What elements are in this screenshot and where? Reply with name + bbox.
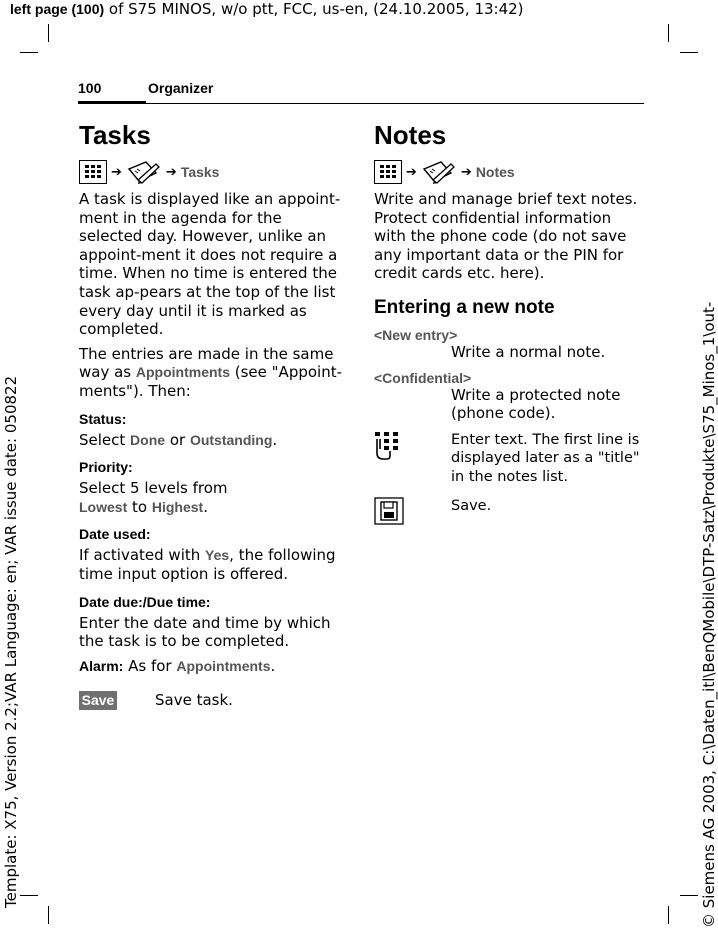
- text-fragment: Select 5 levels from: [79, 479, 228, 498]
- confidential-desc: Write a protected note (phone code).: [451, 385, 621, 423]
- new-entry-desc: Write a normal note.: [451, 342, 606, 361]
- page-header: [78, 80, 644, 106]
- text-fragment: .: [203, 497, 208, 516]
- text-fragment: , the following time input option is offered.: [79, 546, 336, 583]
- tasks-menu-path: [79, 158, 347, 186]
- left-margin-note: Template: X75, Version 2.2;VAR Language: en; VAR issue date: 050822: [2, 375, 20, 908]
- notes-section: [374, 118, 642, 535]
- text-fragment: to: [127, 497, 152, 516]
- notes-path-target: Notes: [475, 164, 515, 180]
- keypad-instruction: [374, 431, 642, 487]
- banner-rest: of S75 MINOS, w/o ptt, FCC, us-en, (24.10.2005, 13:42): [104, 0, 524, 18]
- menu-grid-icon: [374, 160, 402, 184]
- status-text: [79, 431, 347, 450]
- organizer-pen-icon: [421, 159, 457, 185]
- text-fragment: If activated with: [79, 546, 206, 565]
- tasks-path-target: Tasks: [180, 164, 220, 180]
- save-softkey: Save: [79, 691, 117, 710]
- appointments-ref: Appointments: [176, 657, 271, 674]
- text-fragment: Select: [79, 430, 131, 449]
- crop-mark: [20, 895, 38, 896]
- confidential-label: <Confidential>: [374, 369, 472, 386]
- text-fragment: .: [272, 430, 278, 449]
- save-desc: Save.: [451, 497, 492, 514]
- status-label: Status:: [79, 410, 127, 427]
- crop-mark: [680, 895, 698, 896]
- organizer-pen-icon: [126, 159, 162, 185]
- alarm-text: [79, 657, 347, 676]
- section-title: Organizer: [148, 80, 214, 96]
- crop-mark: [680, 52, 698, 53]
- crop-mark: [20, 52, 38, 53]
- tasks-section: [79, 118, 347, 710]
- arrow-right-icon: ➔: [406, 164, 417, 180]
- text-fragment: or: [165, 430, 190, 449]
- done-option: Done: [130, 431, 166, 448]
- page-number: 100: [78, 80, 102, 96]
- tasks-heading: Tasks: [79, 120, 151, 150]
- entering-note-heading: Entering a new note: [374, 296, 555, 318]
- highest-option: Highest: [151, 498, 204, 515]
- save-softkey-desc: Save task.: [155, 691, 233, 710]
- menu-grid-icon: [79, 160, 107, 184]
- priority-text: [79, 479, 347, 516]
- appointments-ref: Appointments: [135, 364, 230, 381]
- text-fragment: The entries are made in the same way as: [79, 344, 334, 382]
- alarm-label: Alarm:: [79, 657, 124, 674]
- notes-heading: Notes: [374, 120, 447, 150]
- text-fragment: As for: [123, 656, 177, 675]
- notes-menu-path: [374, 158, 642, 186]
- crop-mark: [48, 24, 49, 42]
- arrow-right-icon: ➔: [165, 164, 177, 180]
- yes-option: Yes: [205, 547, 230, 564]
- keypad-icon: [374, 431, 451, 463]
- priority-label: Priority:: [79, 459, 133, 476]
- date-used-label: Date used:: [79, 526, 151, 543]
- due-text: Enter the date and time by which the task is to be completed.: [79, 613, 331, 651]
- save-softkey-row: [79, 691, 347, 710]
- crop-mark: [48, 906, 49, 924]
- due-label: Date due:/Due time:: [79, 593, 211, 610]
- new-entry-label: <New entry>: [374, 326, 458, 343]
- keypad-desc: Enter text. The first line is displayed later as a "title" in the notes list.: [451, 431, 640, 485]
- outstanding-option: Outstanding: [189, 431, 273, 448]
- arrow-right-icon: ➔: [460, 164, 472, 180]
- text-fragment: .: [270, 656, 276, 675]
- crop-mark: [668, 24, 669, 42]
- header-rule-thick: [78, 101, 146, 104]
- text-fragment: (see "Appoint-ments"). Then:: [79, 363, 343, 400]
- right-margin-text: © Siemens AG 2003, C:\Daten_itl\BenQMobile\DTP-Satz\Produkte\S75_Minos_1\out-: [700, 301, 718, 928]
- date-used-text: [79, 546, 347, 583]
- notes-intro: Write and manage brief text notes. Protect confidential information with the phone code (do not save any important data or the PIN for credit cards etc. here).: [374, 190, 638, 283]
- right-margin-note: [700, 302, 718, 928]
- save-instruction: [374, 497, 642, 525]
- tasks-entries-text: [79, 345, 347, 401]
- top-banner: [10, 0, 524, 18]
- floppy-save-icon: [374, 497, 451, 525]
- crop-mark: [668, 906, 669, 924]
- tasks-intro: A task is displayed like an appoint-ment in the agenda for the selected day. However, unlike an appoint-ment it does not require a time. When no time is entered the task ap-pears at the top of the list every day until it is marked as completed.: [79, 190, 341, 339]
- banner-bold: left page (100): [10, 1, 105, 17]
- arrow-right-icon: ➔: [111, 164, 122, 180]
- lowest-option: Lowest: [79, 498, 128, 515]
- header-rule: [146, 103, 644, 104]
